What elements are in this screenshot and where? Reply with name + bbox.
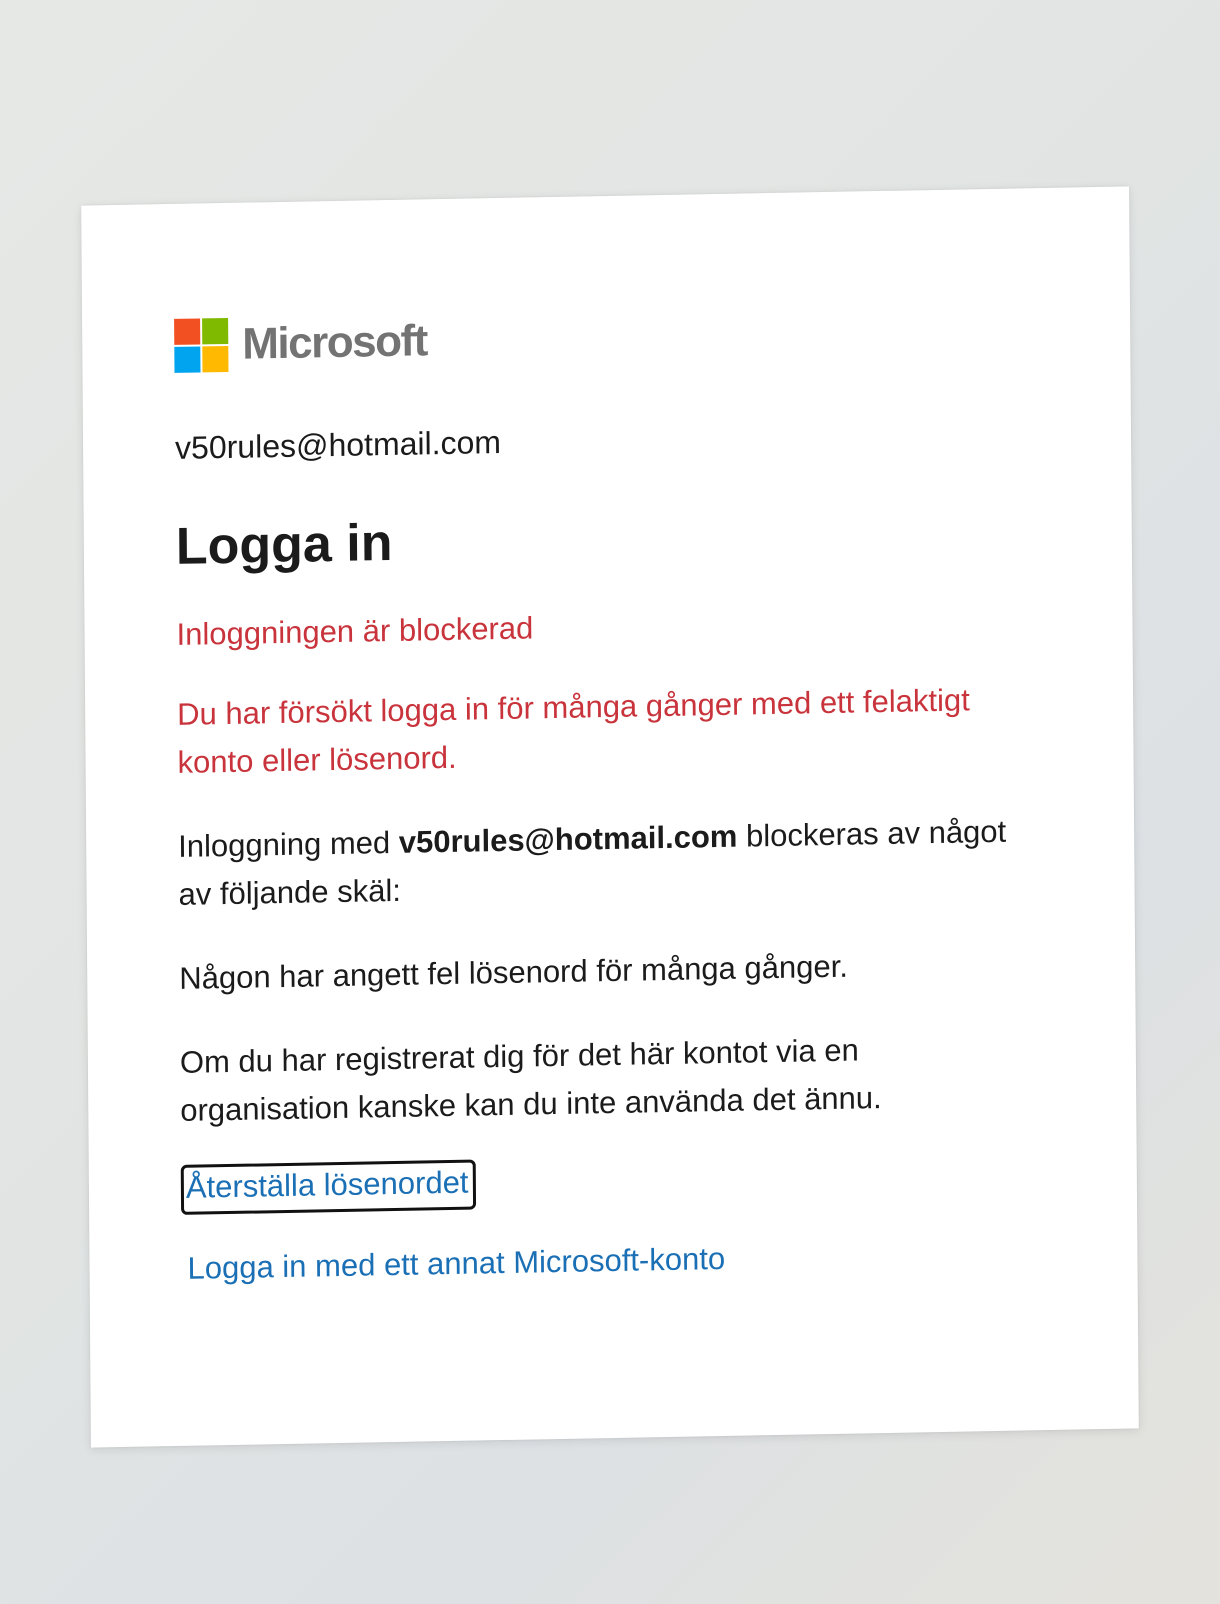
reason-organisation: Om du har registrerat dig för det här kontot via en organisation kanske kan du inte använda det ännu. (179, 1032, 882, 1128)
other-account-link[interactable]: Logga in med ett annat Microsoft-konto (187, 1240, 726, 1286)
brand-name: Microsoft (242, 316, 427, 369)
account-email: v50rules@hotmail.com (174, 423, 502, 466)
reset-password-link[interactable]: Återställa lösenordet (181, 1160, 476, 1215)
error-message: Du har försökt logga in för många gånger med ett felaktigt konto eller lösenord. (177, 682, 970, 780)
blocked-intro-prefix: Inloggning med (178, 824, 399, 864)
signin-card (81, 186, 1139, 1447)
blocked-intro-email: v50rules@hotmail.com (398, 818, 738, 860)
reason-wrong-password: Någon har angett fel lösenord för många gånger. (179, 948, 849, 996)
blocked-intro (178, 807, 1035, 919)
error-heading: Inloggningen är blockerad (176, 610, 534, 652)
microsoft-brand (174, 302, 1030, 374)
page-title: Logga in (175, 513, 393, 576)
blocked-intro-suffix: blockeras av något av följande skäl: (178, 813, 1007, 912)
microsoft-logo-icon (174, 318, 228, 373)
